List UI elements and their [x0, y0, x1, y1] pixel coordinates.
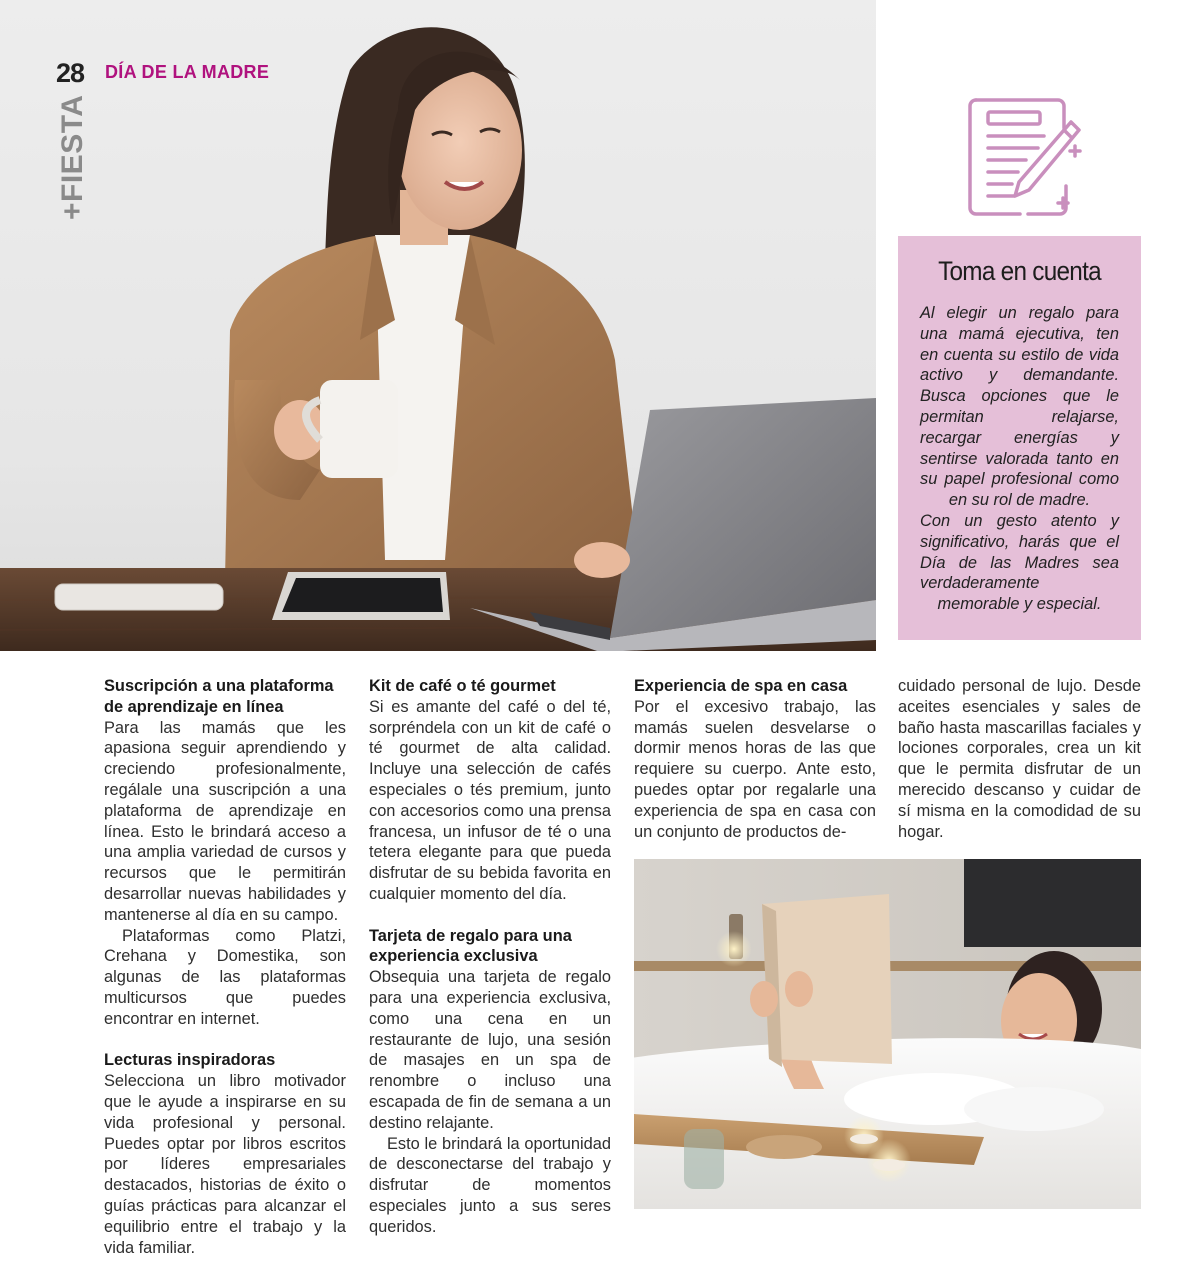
bath-photo — [634, 859, 1141, 1209]
brand-vertical-label: +FIESTA — [56, 94, 89, 220]
tip-paragraph: Al elegir un regalo para una mamá ejecutiva, ten en cuenta su estilo de vida activo y demandante. Busca opciones que le permitan relajarse, recargar energías y sentirse valorada tanto en su papel profesional como en su rol de madre. — [920, 304, 1119, 510]
body-paragraph: Esto le brindará la oportunidad de desconectarse del trabajo y disfrutar de momentos especiales junto a sus seres queridos. — [369, 1134, 611, 1236]
businesswoman-laptop-illustration — [0, 0, 876, 651]
body-paragraph: Selecciona un libro motivador que le ayude a inspirarse en su vida profesional y personal. Puedes optar por libros escritos por líderes empresariales destacados, historias de éxito o guías prácticas para alcanzar el equilibrio entre el trabajo y la vida familiar. — [104, 1072, 346, 1257]
article-column-3 — [634, 676, 876, 842]
hero-photo — [0, 0, 876, 651]
section-heading: Kit de café o té gourmet — [369, 677, 556, 695]
section-title: DÍA DE LA MADRE — [105, 62, 270, 82]
document-pen-icon — [966, 94, 1086, 220]
article-column-2 — [369, 676, 611, 1238]
page-number: 28 — [56, 58, 85, 88]
tip-box — [898, 236, 1141, 640]
tip-paragraph: Con un gesto atento y significativo, harás que el Día de las Madres sea verdaderamente memorable y especial. — [920, 511, 1119, 614]
body-paragraph: Obsequia una tarjeta de regalo para una experiencia exclusiva, como una cena en un restaurante de lujo, una sesión de masajes en un spa de renombre o incluso una escapada de fin de semana a un destino relajante. — [369, 968, 611, 1132]
article-column-1 — [104, 676, 346, 1258]
tip-box-text — [920, 303, 1119, 615]
woman-reading-bath-illustration — [634, 859, 1141, 1209]
section-heading: Experiencia de spa en casa — [634, 677, 848, 695]
tip-box-title: Toma en cuenta — [938, 256, 1101, 286]
article-column-4 — [898, 676, 1141, 842]
body-paragraph: Para las mamás que les apasiona seguir aprendiendo y creciendo profesionalmente, regálale una suscripción a una plataforma de aprendizaje en línea. Esto le brindará acceso a una amplia variedad de cursos y recursos que le permitirán desarrollar nuevas habilidades y mantenerse al día en su campo. — [104, 718, 346, 924]
body-paragraph: Por el excesivo trabajo, las mamás suelen desvelarse o dormir menos horas de las que requiere su cuerpo. Ante esto, puedes optar por regalarle una experiencia de spa en casa con un conjunto de productos de- — [634, 697, 876, 841]
section-heading: Suscripción a una plataforma de aprendizaje en línea — [104, 677, 334, 716]
body-paragraph: Plataformas como Platzi, Crehana y Domestika, son algunas de las plataformas multicursos que puedes encontrar en internet. — [104, 926, 346, 1028]
body-paragraph: cuidado personal de lujo. Desde aceites esenciales y sales de baño hasta mascarillas faciales y lociones corporales, crea un kit que le permita disfrutar de un merecido descanso y cuidar de sí misma en la comodidad de su hogar. — [898, 677, 1141, 841]
body-paragraph: Si es amante del café o del té, sorpréndela con un kit de café o té gourmet de alta calidad. Incluye una selección de cafés especiales o tés premium, junto con accesorios como una prensa francesa, un infusor de té o una tetera elegante para que pueda disfrutar de su bebida favorita en cualquier momento del día. — [369, 697, 611, 903]
section-heading: Lecturas inspiradoras — [104, 1051, 276, 1070]
section-heading: Tarjeta de regalo para una experiencia exclusiva — [369, 926, 572, 966]
